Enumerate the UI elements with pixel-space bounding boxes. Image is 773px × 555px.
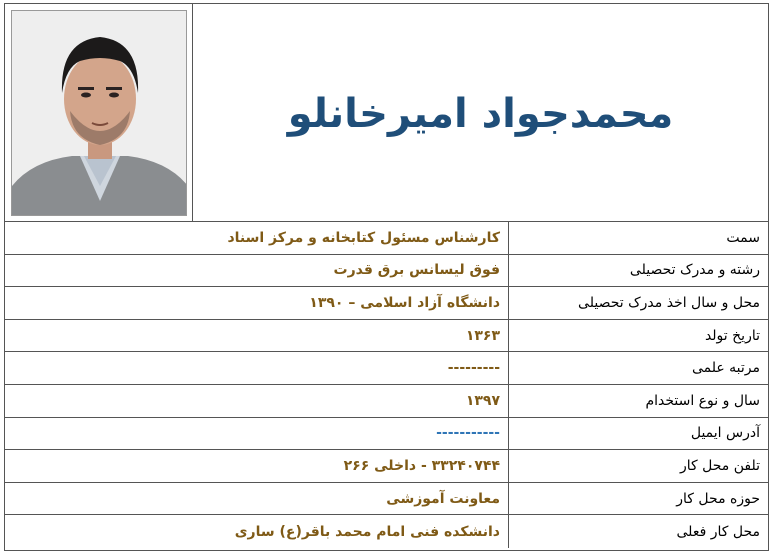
table-row (5, 320, 768, 353)
row-label: محل کار فعلی (508, 515, 768, 548)
details-table (5, 222, 768, 548)
row-label: حوزه محل کار (508, 483, 768, 515)
email-value: ----------- (436, 425, 500, 442)
row-value: کارشناس مسئول کتابخانه و مرکز اسناد (227, 229, 500, 246)
table-row (5, 418, 768, 451)
profile-header (5, 4, 768, 222)
person-name: محمدجواد امیرخانلو (287, 91, 674, 137)
row-value: فوق لیسانس برق قدرت (333, 262, 500, 279)
row-label: تاریخ تولد (508, 320, 768, 352)
portrait-image (12, 11, 187, 216)
row-label: محل و سال اخذ مدرک تحصیلی (508, 287, 768, 319)
table-row (5, 287, 768, 320)
table-row (5, 255, 768, 288)
row-value: دانشکده فنی امام محمد باقر(ع) ساری (234, 523, 500, 540)
profile-photo (11, 10, 187, 216)
photo-cell (5, 4, 193, 221)
row-value: دانشگاه آزاد اسلامی – ۱۳۹۰ (309, 294, 500, 311)
row-value: ۱۳۹۷ (465, 392, 500, 409)
row-label: مرتبه علمی (508, 352, 768, 384)
row-label: سال و نوع استخدام (508, 385, 768, 417)
row-value: ۱۳۶۳ (465, 327, 500, 344)
profile-card (4, 3, 769, 551)
table-row (5, 385, 768, 418)
row-label: رشته و مدرک تحصیلی (508, 255, 768, 287)
table-row (5, 450, 768, 483)
row-value: ۳۳۲۴۰۷۴۴ - داخلی ۲۶۶ (343, 457, 500, 474)
table-row (5, 483, 768, 516)
table-row (5, 222, 768, 255)
table-row (5, 515, 768, 548)
row-label: تلفن محل کار (508, 450, 768, 482)
table-row (5, 352, 768, 385)
row-label: آدرس ایمیل (508, 418, 768, 450)
row-value: --------- (447, 360, 500, 377)
row-value: معاونت آموزشی (386, 490, 500, 507)
row-label: سمت (508, 222, 768, 254)
